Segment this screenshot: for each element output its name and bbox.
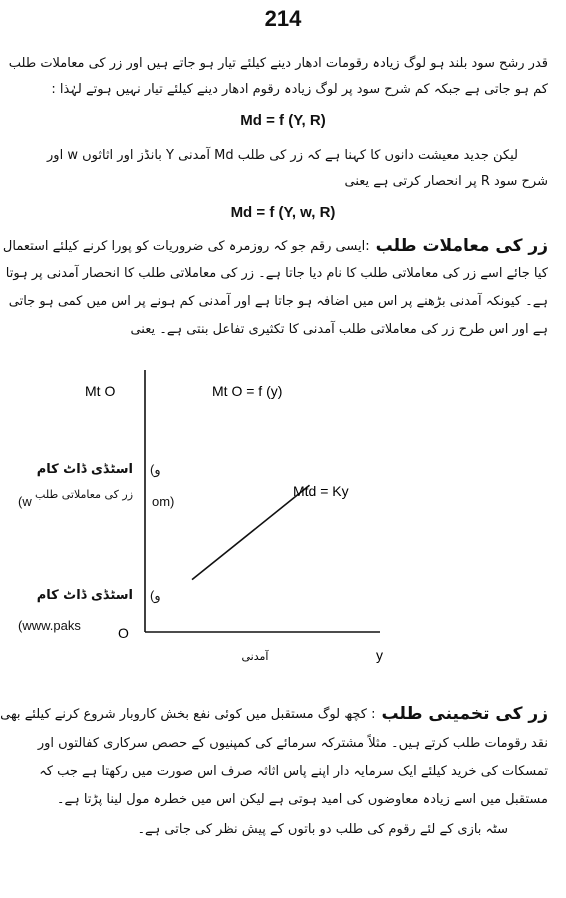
section2-line-2: نقد رقومات طلب کرتے ہیں۔ مثلاً مشترکہ سرمائے کی کمپنیوں کے حصص سرکاری کفالتوں اور — [37, 736, 548, 751]
section1-line-3: ہے۔ کیونکہ آمدنی بڑھنے پر اس میں اضافہ ہو جاتا ہے اور آمدنی کم ہونے پر اس میں کمی ہو جاتی — [8, 294, 548, 309]
section1-first-line — [2, 232, 548, 260]
section2-line-1: : کچھ لوگ مستقبل میں کوئی نفع بخش کاروبار شروع کرنے کیلئے بھی — [0, 706, 376, 722]
section2-line-5: سٹہ بازی کے لئے رقوم کی طلب دو باتوں کے پیش نظر کی جاتی ہے۔ — [137, 822, 508, 837]
section1-line-4: ہے اور اس طرح زر کی معاملاتی طلب آمدنی کا تکثیری تفاعل بنتی ہے۔ یعنی — [130, 322, 548, 337]
watermark-text-1: اسٹڈی ڈاٹ کام — [36, 462, 133, 477]
watermark-url-1: (w — [18, 494, 32, 509]
origin-label: O — [118, 625, 129, 641]
x-axis-label-urdu: آمدنی — [241, 650, 269, 663]
watermark-url-3: (www.paks — [18, 618, 81, 633]
watermark-marker-1: (و — [150, 462, 161, 477]
series-label-mtd: Mtd = Ky — [293, 483, 349, 499]
formula-md-y-w-r: Md = f (Y, w, R) — [230, 204, 336, 221]
watermark-marker-2: (و — [150, 588, 161, 603]
para2-line-1: لیکن جدید معیشت دانوں کا کہنا ہے کہ زر کی طلب Md آمدنی Y بانڈز اور اثاثوں w اور — [47, 148, 518, 163]
para1-line-2: کم ہو جاتی ہے جبکہ کم شرح سود پر لوگ زیادہ رقوم ادھار دینے کیلئے تیار نہیں ہوتے لہٰذا : — [51, 82, 548, 97]
y-axis-label: Mt O — [85, 383, 116, 399]
section1-heading: زر کی معاملات طلب — [375, 236, 548, 256]
chart-title: Mt O = f (y) — [212, 383, 283, 399]
section2-first-line — [0, 700, 548, 728]
x-axis-label: y — [376, 647, 383, 663]
para1-line-1: قدر رشح سود بلند ہو لوگ زیادہ رقومات ادھار دینے کیلئے تیار ہو جاتے ہیں اور زر کی معاملات طلب — [8, 56, 548, 71]
section1-line-1: :ایسی رقم جو کہ روزمرہ کی ضروریات کو پورا کرنے کیلئے استعمال — [2, 238, 370, 254]
formula-md-y-r: Md = f (Y, R) — [240, 112, 326, 129]
y-axis-label-urdu: زر کی معاملاتی طلب — [35, 488, 133, 501]
section1-line-2: کیا جائے اسے زر کی معاملاتی طلب کا نام دیا جاتا ہے۔ زر کی معاملاتی طلب کا انحصار آمدنی پر ہوتا — [5, 266, 548, 281]
watermark-text-2: اسٹڈی ڈاٹ کام — [36, 588, 133, 603]
page-number: 214 — [264, 6, 302, 31]
section2-line-3: تمسکات کی خرید کیلئے ایک سرمایہ دار اپنے پاس اثاثہ صرف اس صورت میں رکھتا ہے جب کہ — [39, 764, 548, 779]
section2-heading: زر کی تخمینی طلب — [381, 704, 548, 724]
series-line-mtd — [192, 485, 310, 579]
para2-line-2: شرح سود R پر انحصار کرتی ہے یعنی — [344, 174, 548, 189]
watermark-url-2: om) — [152, 494, 175, 509]
section2-line-4: مستقبل میں اسے زیادہ معاوضوں کی امید ہوتی ہے لیکن اس میں خطرہ مول لینا پڑتا ہے۔ — [56, 792, 548, 807]
